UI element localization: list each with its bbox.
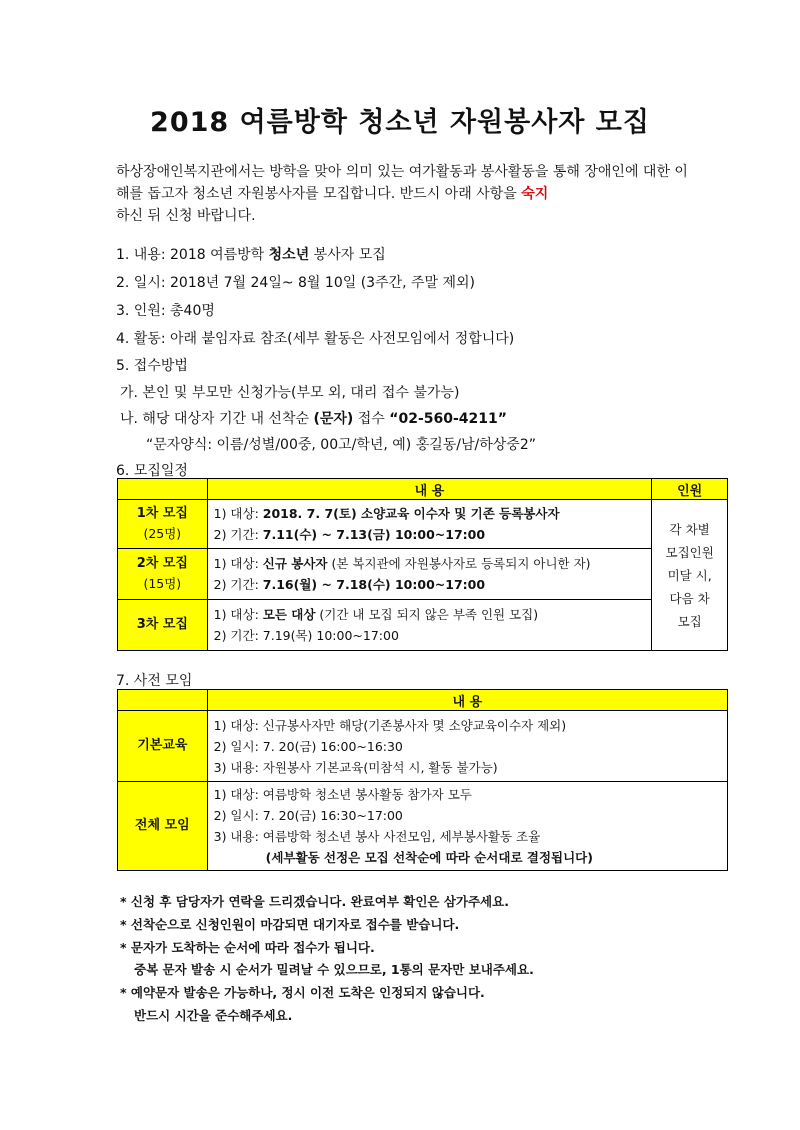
people-note-line: 다음 차 xyxy=(669,590,710,606)
round-period-value-2: 7.16(월) ~ 7.18(수) 10:00~17:00 xyxy=(262,577,486,592)
basic-education-line: 1) 대상: 신규봉사자만 해당(기존봉사자 몇 소양교육이수자 제외) xyxy=(213,717,567,733)
round-period-label-3: 2) 기간: xyxy=(213,628,263,643)
all-meeting-line: 1) 대상: 여름방학 청소년 봉사활동 참가자 모두 xyxy=(213,787,472,802)
intro-text-end: 하신 뒤 신청 바랍니다. xyxy=(116,208,256,224)
round-detail-2 xyxy=(207,549,652,600)
item-activity: 4. 활동: 아래 붙임자료 참조(세부 활동은 사전모임에서 정합니다) xyxy=(116,331,515,347)
item-people-value: 총40명 xyxy=(170,303,215,319)
pre-header-empty-cell xyxy=(118,690,208,711)
round-period-value-3: 7.19(목) 10:00~17:00 xyxy=(262,628,399,643)
item-content-prefix: 1. 내용: 2018 여름방학 xyxy=(116,247,269,263)
method-b xyxy=(120,408,507,428)
round-target-value-3: 모든 대상 xyxy=(262,607,316,622)
round-target-note-3: (기간 내 모집 되지 않은 부족 인원 모집) xyxy=(315,607,539,622)
people-note-line: 모집인원 xyxy=(665,544,714,560)
round-period-3 xyxy=(214,625,646,646)
schedule-table xyxy=(117,478,728,651)
item-content-suffix: 봉사자 모집 xyxy=(309,247,386,263)
round-period-2 xyxy=(214,574,646,595)
round-target-label-1: 1) 대상: xyxy=(213,506,263,521)
item-schedule: 6. 모집일정 xyxy=(116,463,188,479)
basic-education-label: 기본교육 xyxy=(118,711,208,782)
all-meeting-detail xyxy=(207,782,727,871)
basic-education-line: 3) 내용: 자원봉사 기본교육(미참석 시, 활동 불가능) xyxy=(213,759,498,775)
basic-education-line: 2) 일시: 7. 20(금) 16:00~16:30 xyxy=(213,738,403,754)
note-line: 중복 문자 발송 시 순서가 밀려날 수 있으므로, 1통의 문자만 보내주세요. xyxy=(134,962,534,977)
method-b-prefix: 나. 해당 대상자 기간 내 선착순 xyxy=(120,411,314,427)
round-label-2 xyxy=(118,549,208,600)
round-target-1 xyxy=(214,503,646,524)
round-title-3: 3차 모집 xyxy=(136,617,188,632)
item-date: 2. 일시: 2018년 7월 24일~ 8월 10일 (3주간, 주말 제외) xyxy=(116,275,476,291)
basic-education-row xyxy=(118,711,728,782)
round-period-label-1: 2) 기간: xyxy=(213,527,263,542)
page-title: 2018 여름방학 청소년 자원봉사자 모집 xyxy=(150,107,650,138)
note-line: * 문자가 도착하는 순서에 따라 접수가 됩니다. xyxy=(120,940,375,955)
header-empty-cell xyxy=(118,479,208,500)
method-b-mid: 접수 xyxy=(353,411,390,427)
pre-meeting-table xyxy=(117,689,728,871)
round-title-1: 1차 모집 xyxy=(136,506,188,521)
round-row-1 xyxy=(118,500,728,549)
basic-education-detail xyxy=(207,711,727,782)
all-meeting-line: 2) 일시: 7. 20(금) 16:30~17:00 xyxy=(213,808,403,823)
note-line: * 선착순으로 신청인원이 마감되면 대기자로 접수를 받습니다. xyxy=(120,917,460,932)
round-row-2 xyxy=(118,549,728,600)
pre-meeting-header-row xyxy=(118,690,728,711)
round-target-2 xyxy=(214,553,646,574)
round-label-1 xyxy=(118,500,208,549)
round-target-3 xyxy=(214,604,646,625)
method-a: 가. 본인 및 부모만 신청가능(부모 외, 대리 접수 불가능) xyxy=(120,385,460,401)
round-count-2: (15명) xyxy=(143,576,182,591)
round-period-value-1: 7.11(수) ~ 7.13(금) 10:00~17:00 xyxy=(262,527,486,542)
phone-number: “02-560-4211” xyxy=(389,411,507,427)
round-target-value-2: 신규 봉사자 xyxy=(262,556,328,571)
schedule-header-content: 내 용 xyxy=(207,479,652,500)
round-label-3 xyxy=(118,600,208,651)
round-title-2: 2차 모집 xyxy=(136,556,188,571)
intro-highlight: 숙지 xyxy=(521,186,549,202)
round-row-3 xyxy=(118,600,728,651)
round-period-label-2: 2) 기간: xyxy=(213,577,263,592)
intro-paragraph xyxy=(116,161,691,227)
people-note-line: 미달 시, xyxy=(667,567,712,583)
item-content-bold: 청소년 xyxy=(268,247,310,263)
item-method: 5. 접수방법 xyxy=(116,358,188,374)
people-note-cell xyxy=(652,500,728,651)
item-content xyxy=(116,244,386,264)
intro-text: 하상장애인복지관에서는 방학을 맞아 의미 있는 여가활동과 봉사활동을 통해 장애인에 대한 이해를 돕고자 청소년 자원봉사자를 모집합니다. 반드시 아래 사항을 xyxy=(116,164,688,202)
item-pre-meeting: 7. 사전 모임 xyxy=(116,673,193,689)
method-b-sms: (문자) xyxy=(313,411,354,427)
round-target-value-1: 2018. 7. 7(토) 소양교육 이수자 및 기존 등록봉사자 xyxy=(262,506,560,521)
schedule-header-row xyxy=(118,479,728,500)
note-line: 반드시 시간을 준수해주세요. xyxy=(134,1008,293,1023)
all-meeting-bold-line: (세부활동 선정은 모집 선착순에 따라 순서대로 결정됩니다) xyxy=(265,850,593,865)
note-line: * 신청 후 담당자가 연락을 드리겠습니다. 완료여부 확인은 삼가주세요. xyxy=(120,894,509,909)
round-detail-3 xyxy=(207,600,652,651)
people-note-line: 각 차별 xyxy=(669,521,710,537)
item-people-prefix: 3. 인원: xyxy=(116,303,171,319)
round-count-1: (25명) xyxy=(143,526,182,541)
round-target-label-2: 1) 대상: xyxy=(213,556,263,571)
item-people xyxy=(116,300,215,320)
round-detail-1 xyxy=(207,500,652,549)
all-meeting-label: 전체 모임 xyxy=(118,782,208,871)
round-target-note-2: (본 복지관에 자원봉사자로 등록되지 아니한 자) xyxy=(327,556,591,571)
pre-meeting-header-content: 내 용 xyxy=(207,690,727,711)
all-meeting-line: 3) 내용: 여름방학 청소년 봉사 사전모임, 세부봉사활동 조율 xyxy=(213,829,541,844)
sms-format: “문자양식: 이름/성별/00중, 00고/학년, 예) 홍길동/남/하상중2” xyxy=(146,437,536,453)
note-line: * 예약문자 발송은 가능하나, 정시 이전 도착은 인정되지 않습니다. xyxy=(120,985,485,1000)
schedule-header-people: 인원 xyxy=(652,479,728,500)
round-period-1 xyxy=(214,524,646,545)
people-note-line: 모집 xyxy=(677,613,702,629)
all-meeting-row xyxy=(118,782,728,871)
round-target-label-3: 1) 대상: xyxy=(213,607,263,622)
